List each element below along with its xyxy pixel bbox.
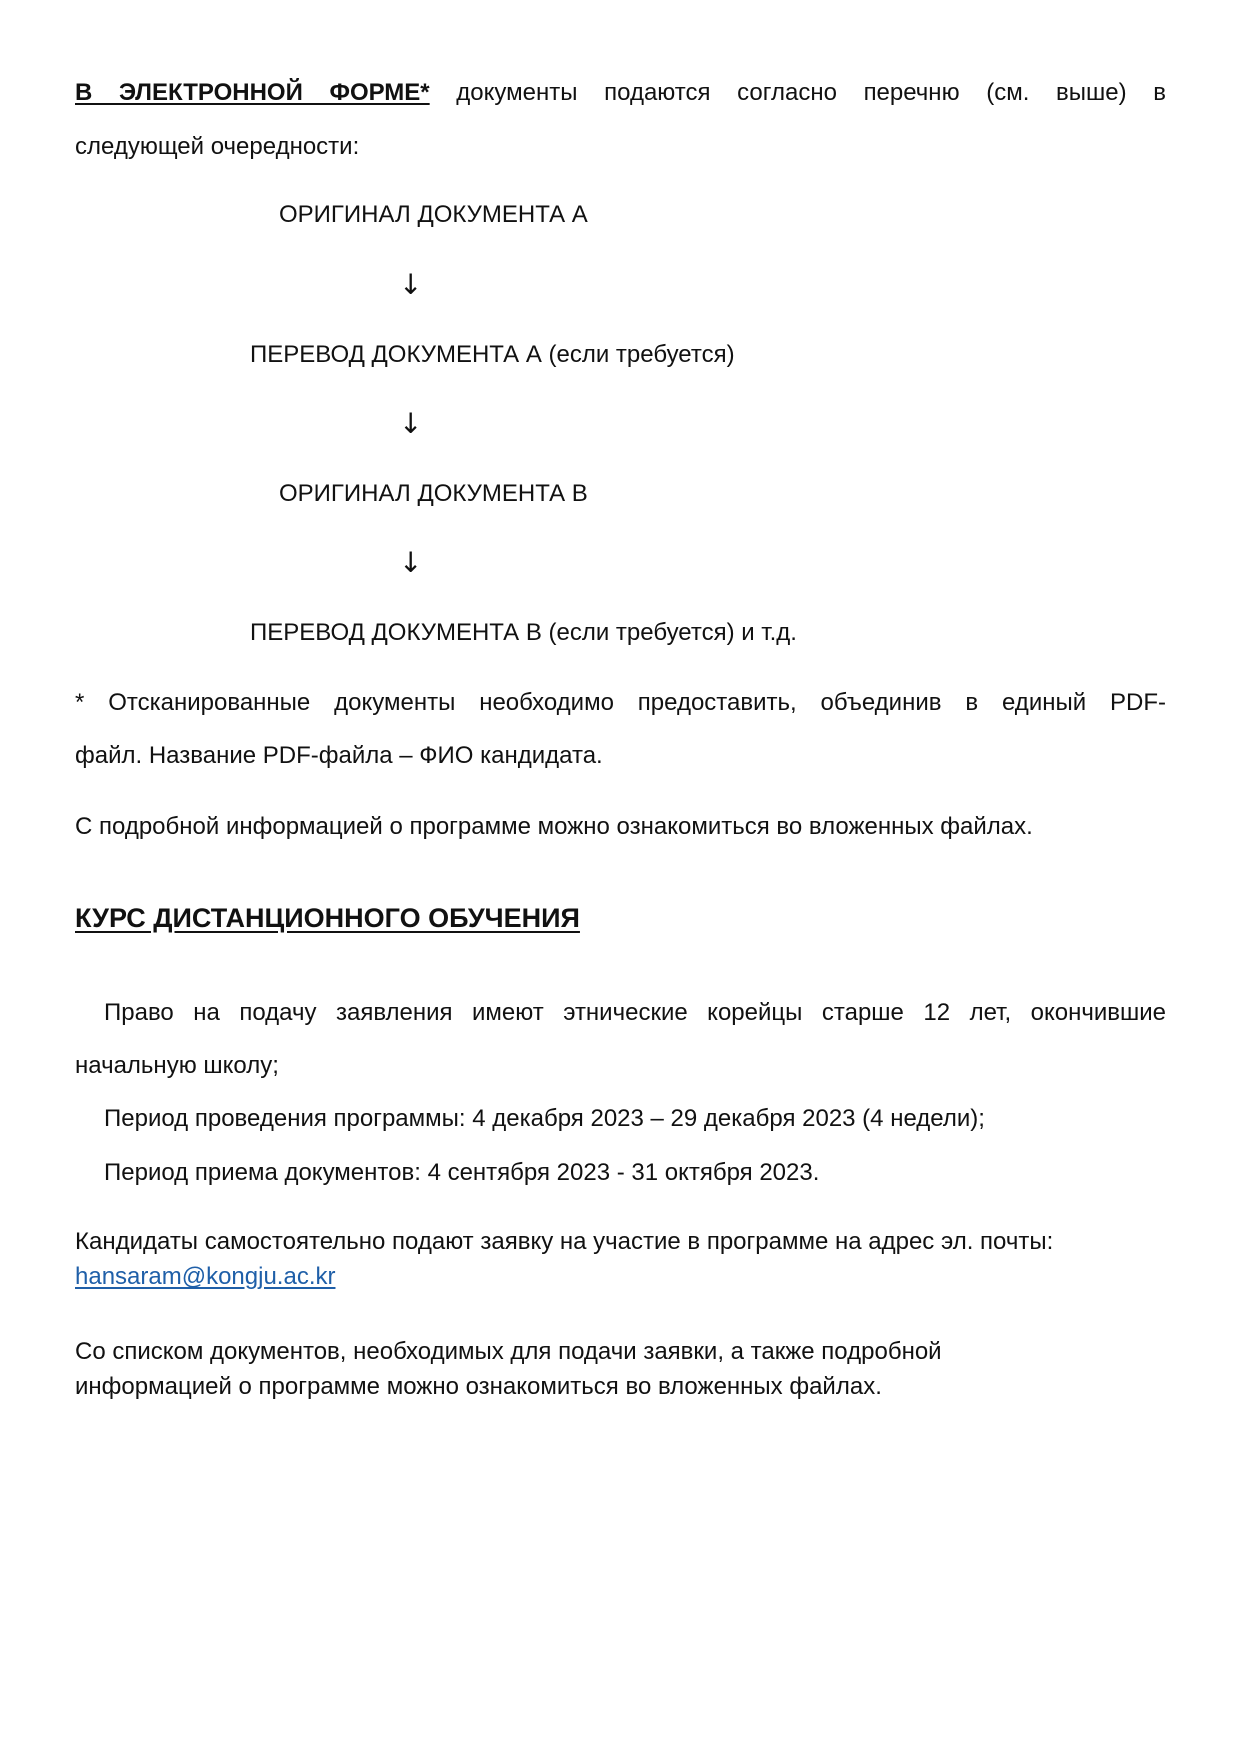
application-period: Период приема документов: 4 сентября 2023 - 31 октября 2023. (104, 1159, 820, 1186)
sequence-step-3: ОРИГИНАЛ ДОКУМЕНТА В (279, 480, 588, 507)
eligibility-line-1: Право на подачу заявления имеют этнические корейцы старше 12 лет, окончившие (104, 999, 1166, 1026)
submit-instructions: Кандидаты самостоятельно подают заявку на участие в программе на адрес эл. почты: (75, 1228, 1054, 1255)
intro-line-1-text: документы подаются согласно перечню (см. выше) в (456, 79, 1166, 106)
electronic-form-label: В ЭЛЕКТРОННОЙ ФОРМЕ* (75, 79, 430, 106)
sequence-step-2: ПЕРЕВОД ДОКУМЕНТА А (если требуется) (250, 341, 735, 368)
sequence-step-4: ПЕРЕВОД ДОКУМЕНТА В (если требуется) и т.д. (250, 619, 797, 646)
down-arrow-icon: ↓ (399, 546, 423, 579)
section-heading: КУРС ДИСТАНЦИОННОГО ОБУЧЕНИЯ (75, 903, 580, 933)
eligibility-line-2: начальную школу; (75, 1052, 279, 1079)
intro-line-2: следующей очередности: (75, 133, 360, 160)
down-arrow-icon: ↓ (399, 268, 423, 301)
program-period: Период проведения программы: 4 декабря 2023 – 29 декабря 2023 (4 недели); (104, 1105, 985, 1132)
more-info-text: С подробной информацией о программе можно ознакомиться во вложенных файлах. (75, 813, 1033, 840)
footnote-line-1: * Отсканированные документы необходимо предоставить, объединив в единый PDF- (75, 689, 1166, 716)
footnote-line-2: файл. Название PDF-файла – ФИО кандидата. (75, 742, 603, 769)
sequence-step-1: ОРИГИНАЛ ДОКУМЕНТА А (279, 201, 588, 228)
down-arrow-icon: ↓ (399, 407, 423, 440)
documents-line-2: информацией о программе можно ознакомиться во вложенных файлах. (75, 1373, 882, 1400)
intro-line-1 (75, 78, 1166, 108)
email-link[interactable]: hansaram@kongju.ac.kr (75, 1263, 336, 1290)
documents-line-1: Со списком документов, необходимых для подачи заявки, а также подробной (75, 1338, 942, 1365)
